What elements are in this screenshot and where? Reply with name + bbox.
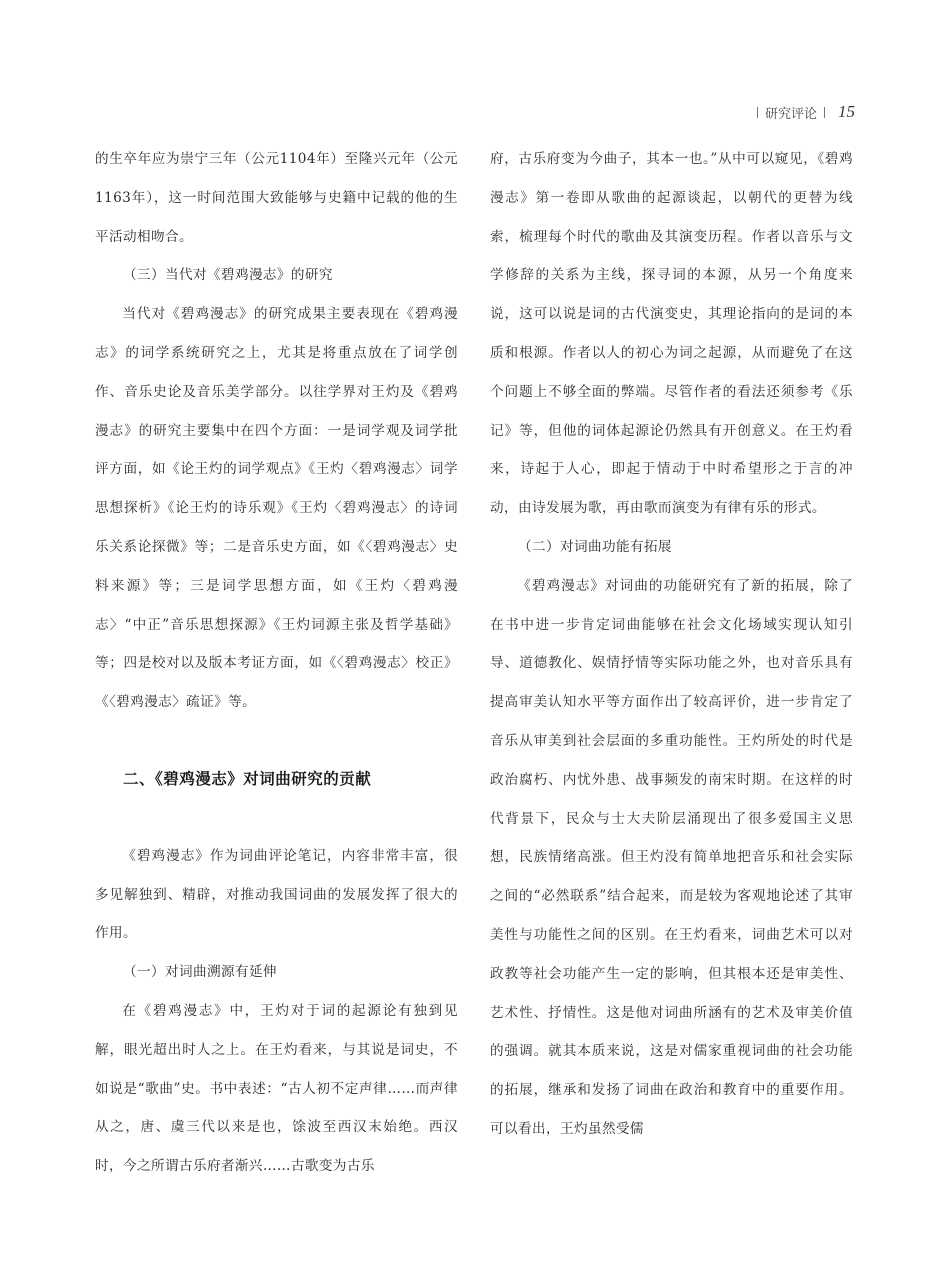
running-header: [750, 101, 855, 123]
spacer: [95, 722, 458, 760]
left-paragraph-2: 当代对《碧鸡漫志》的研究成果主要表现在《碧鸡漫志》的词学系统研究之上，尤其是将重点放在了词学创作、音乐史论及音乐美学部分。以往学界对王灼及《碧鸡漫志》的研究主要集中在四个方面：一是词学观及词学批评方面，如《论王灼的词学观点》《王灼〈碧鸡漫志〉词学思想探析》《论王灼的诗乐观》《王灼〈碧鸡漫志〉的诗词乐关系论探微》等；二是音乐史方面，如《〈碧鸡漫志〉史料来源》等；三是词学思想方面，如《王灼〈碧鸡漫志〉“中正”音乐思想探源》《王灼词源主张及哲学基础》等；四是校对以及版本考证方面，如《〈碧鸡漫志〉校正》《〈碧鸡漫志〉疏证》等。: [95, 306, 458, 711]
right-paragraph-1: 府，古乐府变为今曲子，其本一也。”从中可以窥见，《碧鸡漫志》第一卷即从歌曲的起源谈起，以朝代的更替为线索，梳理每个时代的歌曲及其演变历程。作者以音乐与文学修辞的关系为主线，探寻词的本源，从另一个角度来说，这可以说是词的古代演变史，其理论指向的是词的本质和根源。作者以人的初心为词之起源，从而避免了在这个问题上不够全面的弊端。尽管作者的看法还须参考《乐记》等，但他的词体起源论仍然具有开创意义。在王灼看来，诗起于人心，即起于情动于中时希望形之于言的冲动，由诗发展为歌，再由歌而演变为有律有乐的形式。: [490, 151, 853, 517]
left-paragraph-1: 的生卒年应为崇宁三年（公元1104年）至隆兴元年（公元1163年），这一时间范围大致能够与史籍中记载的他的生平活动相吻合。: [95, 151, 458, 245]
left-paragraph-4: 在《碧鸡漫志》中，王灼对于词的起源论有独到见解，眼光超出时人之上。在王灼看来，与其说是词史，不如说是“歌曲”史。书中表述：“古人初不定声律……而声律从之，唐、虞三代以来是也，馀波至西汉末始绝。西汉时，今之所谓古乐府者渐兴……古歌变为古乐: [95, 1002, 458, 1175]
section-2-heading: 二、《碧鸡漫志》对词曲研究的贡献: [123, 768, 372, 788]
header-section-label: 研究评论: [764, 106, 817, 122]
left-column: [95, 140, 458, 1186]
left-paragraph-3: 《碧鸡漫志》作为词曲评论笔记，内容非常丰富，很多见解独到、精辟，对推动我国词曲的发展发挥了很大的作用。: [95, 847, 458, 942]
header-divider-right: [824, 107, 825, 118]
subsection-1-heading: （一）对词曲溯源有延伸: [123, 964, 277, 981]
subsection-2-heading: （二）对词曲功能有拓展: [518, 538, 672, 555]
right-column: [490, 140, 853, 1149]
page-number: 15: [838, 102, 855, 121]
subsection-3-heading: （三）当代对《碧鸡漫志》的研究: [123, 267, 333, 284]
header-divider-left: [757, 107, 758, 118]
right-paragraph-2: 《碧鸡漫志》对词曲的功能研究有了新的拓展，除了在书中进一步肯定词曲能够在社会文化场域实现认知引导、道德教化、娱情抒情等实际功能之外，也对音乐具有提高审美认知水平等方面作出了较高评价，进一步肯定了音乐从审美到社会层面的多重功能性。王灼所处的时代是政治腐朽、内忧外患、战事频发的南宋时期。在这样的时代背景下，民众与士大夫阶层涌现出了很多爱国主义思想，民族情绪高涨。但王灼没有简单地把音乐和社会实际之间的“必然联系”结合起来，而是较为客观地论述了其审美性与功能性之间的区别。在王灼看来，词曲艺术可以对政教等社会功能产生一定的影响，但其根本还是审美性、艺术性、抒情性。这是他对词曲所涵有的艺术及审美价值的强调。就其本质来说，这是对儒家重视词曲的社会功能的拓展，继承和发扬了词曲在政治和教育中的重要作用。可以看出，王灼虽然受儒: [490, 577, 853, 1137]
spacer: [95, 799, 458, 837]
